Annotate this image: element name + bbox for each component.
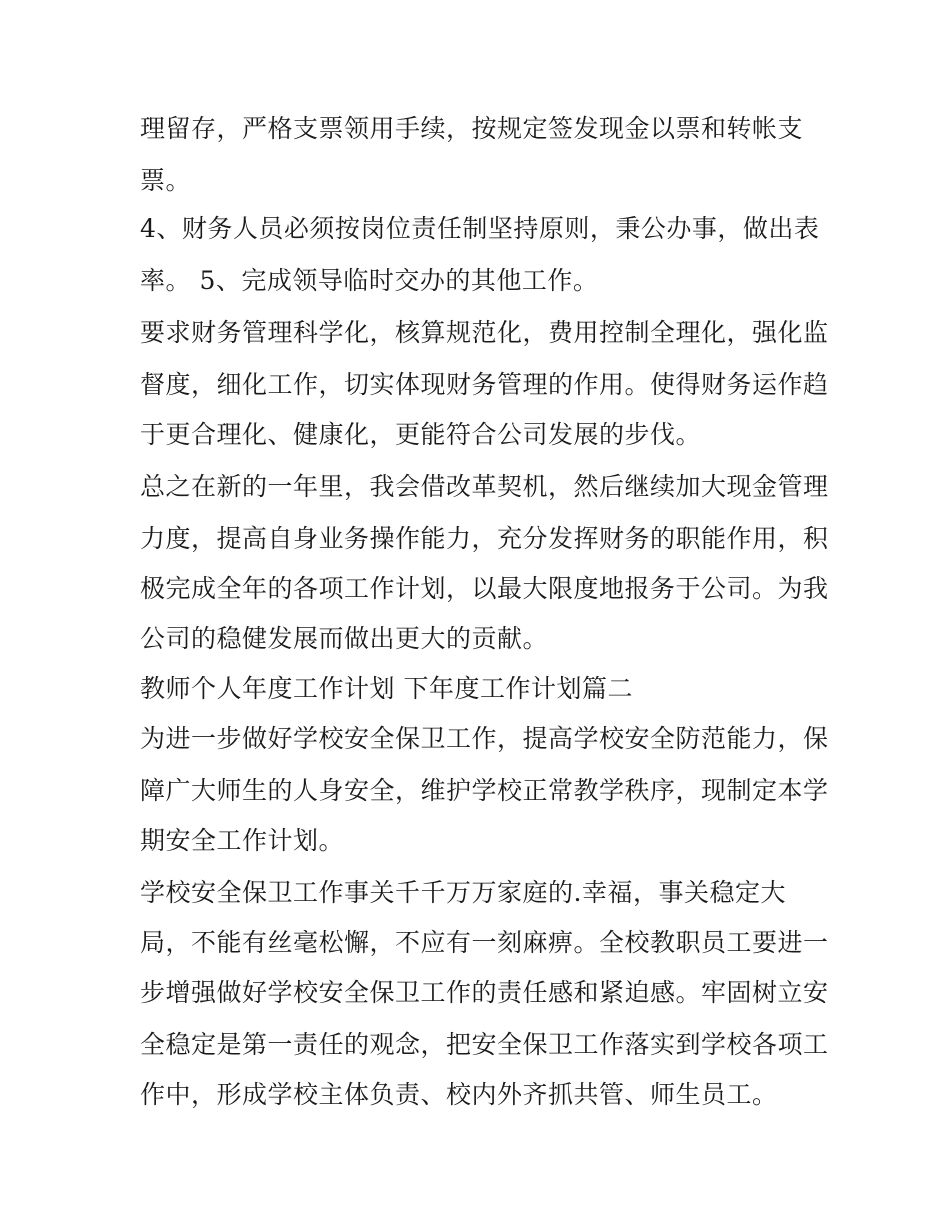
text-line: 于更合理化、健康化，更能符合公司发展的步伐。 (140, 420, 702, 449)
text-line: 步增强做好学校安全保卫工作的责任感和紧迫感。牢固树立安 (140, 978, 829, 1007)
text-line: 率。 5、完成领导临时交办的其他工作。 (140, 266, 599, 295)
text-line: 全稳定是第一责任的观念，把安全保卫工作落实到学校各项工 (140, 1030, 829, 1059)
text-line: 理留存，严格支票领用手续，按规定签发现金以票和转帐支 (140, 114, 804, 143)
text-line: 要求财务管理科学化，核算规范化，费用控制全理化，强化监 (140, 318, 829, 347)
text-line: 为进一步做好学校安全保卫工作，提高学校安全防范能力，保 (140, 724, 829, 753)
text-line: 局，不能有丝毫松懈，不应有一刻麻痹。全校教职员工要进一 (140, 928, 829, 957)
text-line: 力度，提高自身业务操作能力，充分发挥财务的职能作用，积 (140, 524, 829, 553)
text-line: 学校安全保卫工作事关千千万万家庭的.幸福，事关稳定大 (140, 878, 786, 907)
text-line: 票。 (140, 166, 192, 195)
text-line: 督度，细化工作，切实体现财务管理的作用。使得财务运作趋 (140, 370, 829, 399)
text-line: 4、财务人员必须按岗位责任制坚持原则，秉公办事，做出表 (140, 214, 820, 243)
text-line: 作中，形成学校主体负责、校内外齐抓共管、师生员工。 (140, 1080, 778, 1109)
text-line: 障广大师生的人身安全，维护学校正常教学秩序，现制定本学 (140, 776, 829, 805)
section-heading: 教师个人年度工作计划 下年度工作计划篇二 (140, 674, 633, 703)
text-line: 公司的稳健发展而做出更大的贡献。 (140, 624, 549, 653)
text-line: 总之在新的一年里，我会借改革契机，然后继续加大现金管理 (140, 472, 829, 501)
text-line: 极完成全年的各项工作计划，以最大限度地报务于公司。为我 (140, 574, 829, 603)
text-line: 期安全工作计划。 (140, 826, 345, 855)
